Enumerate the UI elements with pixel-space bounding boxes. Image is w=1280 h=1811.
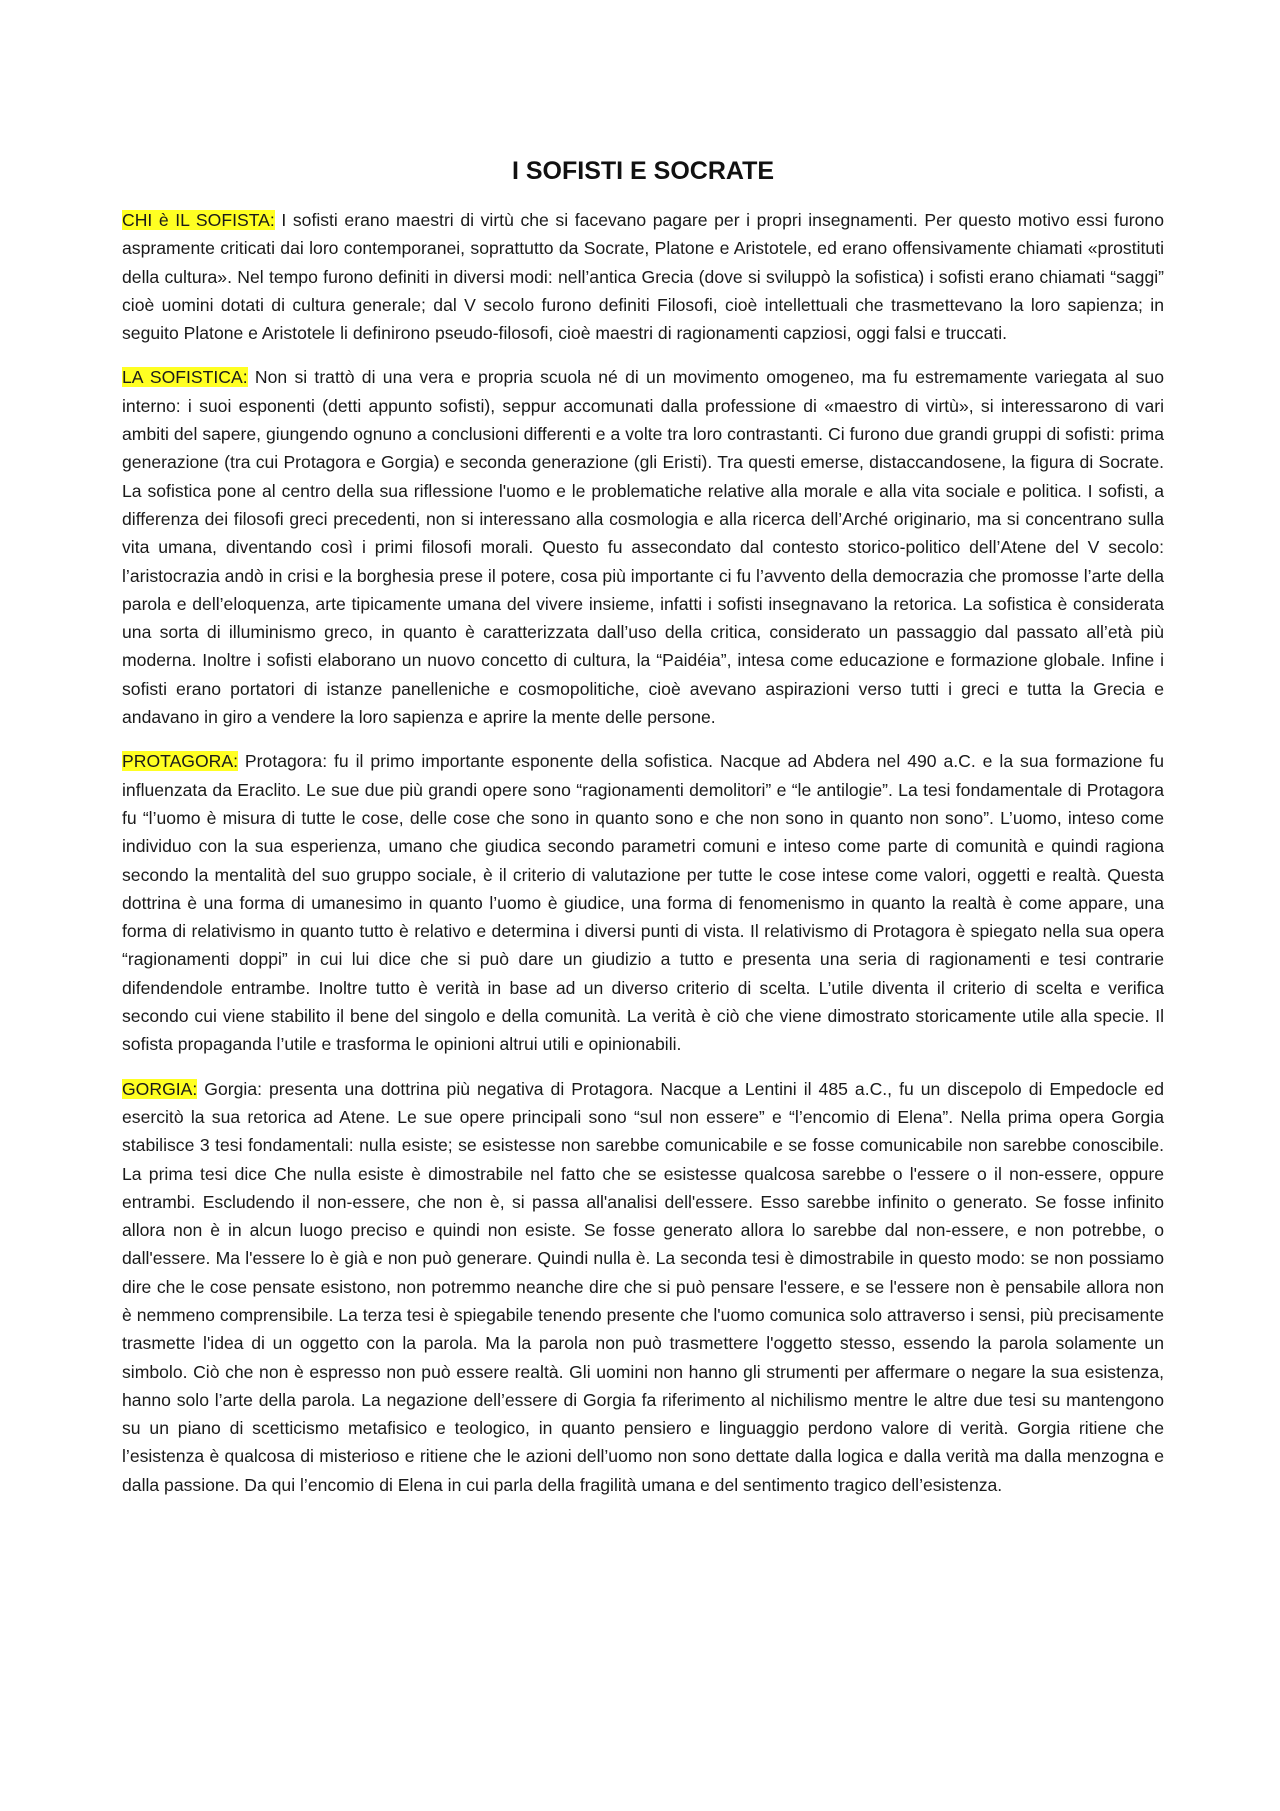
section-text: I sofisti erano maestri di virtù che si facevano pagare per i propri insegnamenti. Per questo motivo essi furono aspramente criticati dai loro contemporanei, soprattutto da Socrate, Platone e Aristotele, ed erano offensivamente chiamati «prostituti della cultura». Nel tempo furono definiti in diversi modi: nell’antica Grecia (dove si sviluppò la sofistica) i sofisti erano chiamati “saggi” cioè uomini dotati di cultura generale; dal V secolo furono definiti Filosofi, cioè intellettuali che trasmettevano la loro sapienza; in seguito Platone e Aristotele li definirono pseudo-filosofi, cioè maestri di ragionamenti capziosi, oggi falsi e truccati. (122, 210, 1164, 344)
section-gorgia (122, 1075, 1164, 1499)
section-chi-e-il-sofista (122, 206, 1164, 347)
section-text: Gorgia: presenta una dottrina più negativa di Protagora. Nacque a Lentini il 485 a.C., fu un discepolo di Empedocle ed esercitò la sua retorica ad Atene. Le sue opere principali sono “sul non essere” e “l’encomio di Elena”. Nella prima opera Gorgia stabilisce 3 tesi fondamentali: nulla esiste; se esistesse non sarebbe comunicabile e se fosse comunicabile non sarebbe conoscibile. La prima tesi dice Che nulla esiste è dimostrabile nel fatto che se esistesse qualcosa sarebbe o l'essere o il non-essere, oppure entrambi. Escludendo il non-essere, che non è, si passa all'analisi dell'essere. Esso sarebbe infinito o generato. Se fosse infinito allora non è in alcun luogo preciso e quindi non esiste. Se fosse generato allora lo sarebbe dal non-essere, e non potrebbe, o dall'essere. Ma l'essere lo è già e non può generare. Quindi nulla è. La seconda tesi è dimostrabile in questo modo: se non possiamo dire che le cose pensate esistono, non potremmo neanche dire che si può pensare l'essere, e se l'essere non è pensabile allora non è nemmeno comprensibile. La terza tesi è spiegabile tenendo presente che l'uomo comunica solo attraverso i sensi, più precisamente trasmette l'idea di un oggetto con la parola. Ma la parola non può trasmettere l'oggetto stesso, essendo la parola solamente un simbolo. Ciò che non è espresso non può essere realtà. Gli uomini non hanno gli strumenti per affermare o negare la sua esistenza, hanno solo l’arte della parola. La negazione dell’essere di Gorgia fa riferimento al nichilismo mentre le altre due tesi su mantengono su un piano di scetticismo metafisico e teologico, in quanto pensiero e linguaggio perdono valore di verità. Gorgia ritiene che l’esistenza è qualcosa di misterioso e ritiene che le azioni dell’uomo non sono dettate dalla logica e dalla verità ma dalla menzogna e dalla passione. Da qui l’encomio di Elena in cui parla della fragilità umana e del sentimento tragico dell’esistenza. (122, 1078, 1164, 1495)
section-label: LA SOFISTICA: (122, 367, 248, 388)
section-text: Protagora: fu il primo importante esponente della sofistica. Nacque ad Abdera nel 490 a.C. e la sua formazione fu influenzata da Eraclito. Le sue due più grandi opere sono “ragionamenti demolitori” e “le antilogie”. La tesi fondamentale di Protagora fu “l’uomo è misura di tutte le cose, delle cose che sono in quanto sono e che non sono in quanto non sono”. L’uomo, inteso come individuo con la sua esperienza, umano che giudica secondo parametri comuni e inteso come parte di comunità e quindi ragiona secondo la mentalità del suo gruppo sociale, è il criterio di valutazione per tutte le cose intese come valori, oggetti e realtà. Questa dottrina è una forma di umanesimo in quanto l’uomo è giudice, una forma di fenomenismo in quanto la realtà è come appare, una forma di relativismo in quanto tutto è relativo e determina i diversi punti di vista. Il relativismo di Protagora è spiegato nella sua opera “ragionamenti doppi” in cui lui dice che si può dare un giudizio a tutto e presenta una seria di ragionamenti e tesi contrarie difendendole entrambe. Inoltre tutto è verità in base ad un diverso criterio di scelta. L’utile diventa il criterio di scelta e verifica secondo cui viene stabilito il bene del singolo e della comunità. La verità è ciò che viene dimostrato storicamente utile alla specie. Il sofista propaganda l’utile e trasforma le opinioni altrui utili e opinionabili. (122, 751, 1164, 1055)
section-label: GORGIA: (122, 1078, 198, 1099)
page-title: I SOFISTI E SOCRATE (511, 157, 775, 185)
section-label: CHI è IL SOFISTA: (122, 210, 275, 230)
document-body (122, 153, 1164, 1515)
section-text: Non si trattò di una vera e propria scuola né di un movimento omogeneo, ma fu estremamente variegata al suo interno: i suoi esponenti (detti appunto sofisti), seppur accomunati dalla professione di «maestro di virtù», si interessarono di vari ambiti del sapere, giungendo ognuno a conclusioni differenti e a volte tra loro contrastanti. Ci furono due grandi gruppi di sofisti: prima generazione (tra cui Protagora e Gorgia) e seconda generazione (gli Eristi). Tra questi emerse, distaccandosene, la figura di Socrate. La sofistica pone al centro della sua riflessione l'uomo e le problematiche relative alla morale e alla vita sociale e politica. I sofisti, a differenza dei filosofi greci precedenti, non si interessano alla cosmologia e alla ricerca dell’Arché originario, ma si concentrano sulla vita umana, diventando così i primi filosofi morali. Questo fu assecondato dal contesto storico-politico dell’Atene del V secolo: l’aristocrazia andò in crisi e la borghesia prese il potere, cosa più importante ci fu l’avvento della democrazia che promosse l’arte della parola e dell’eloquenza, arte tipicamente umana del vivere insieme, infatti i sofisti insegnavano la retorica. La sofistica è considerata una sorta di illuminismo greco, in quanto è caratterizzata dall’uso della critica, considerato un passaggio dal passato all’età più moderna. Inoltre i sofisti elaborano un nuovo concetto di cultura, la “Paidéia”, intesa come educazione e formazione globale. Infine i sofisti erano portatori di istanze panelleniche e cosmopolitiche, cioè avevano aspirazioni verso tutti i greci e tutta la Grecia e andavano in giro a vendere la loro sapienza e aprire la mente delle persone. (122, 367, 1164, 728)
section-protagora (122, 747, 1164, 1058)
section-la-sofistica (122, 363, 1164, 731)
section-label: PROTAGORA: (122, 751, 238, 772)
